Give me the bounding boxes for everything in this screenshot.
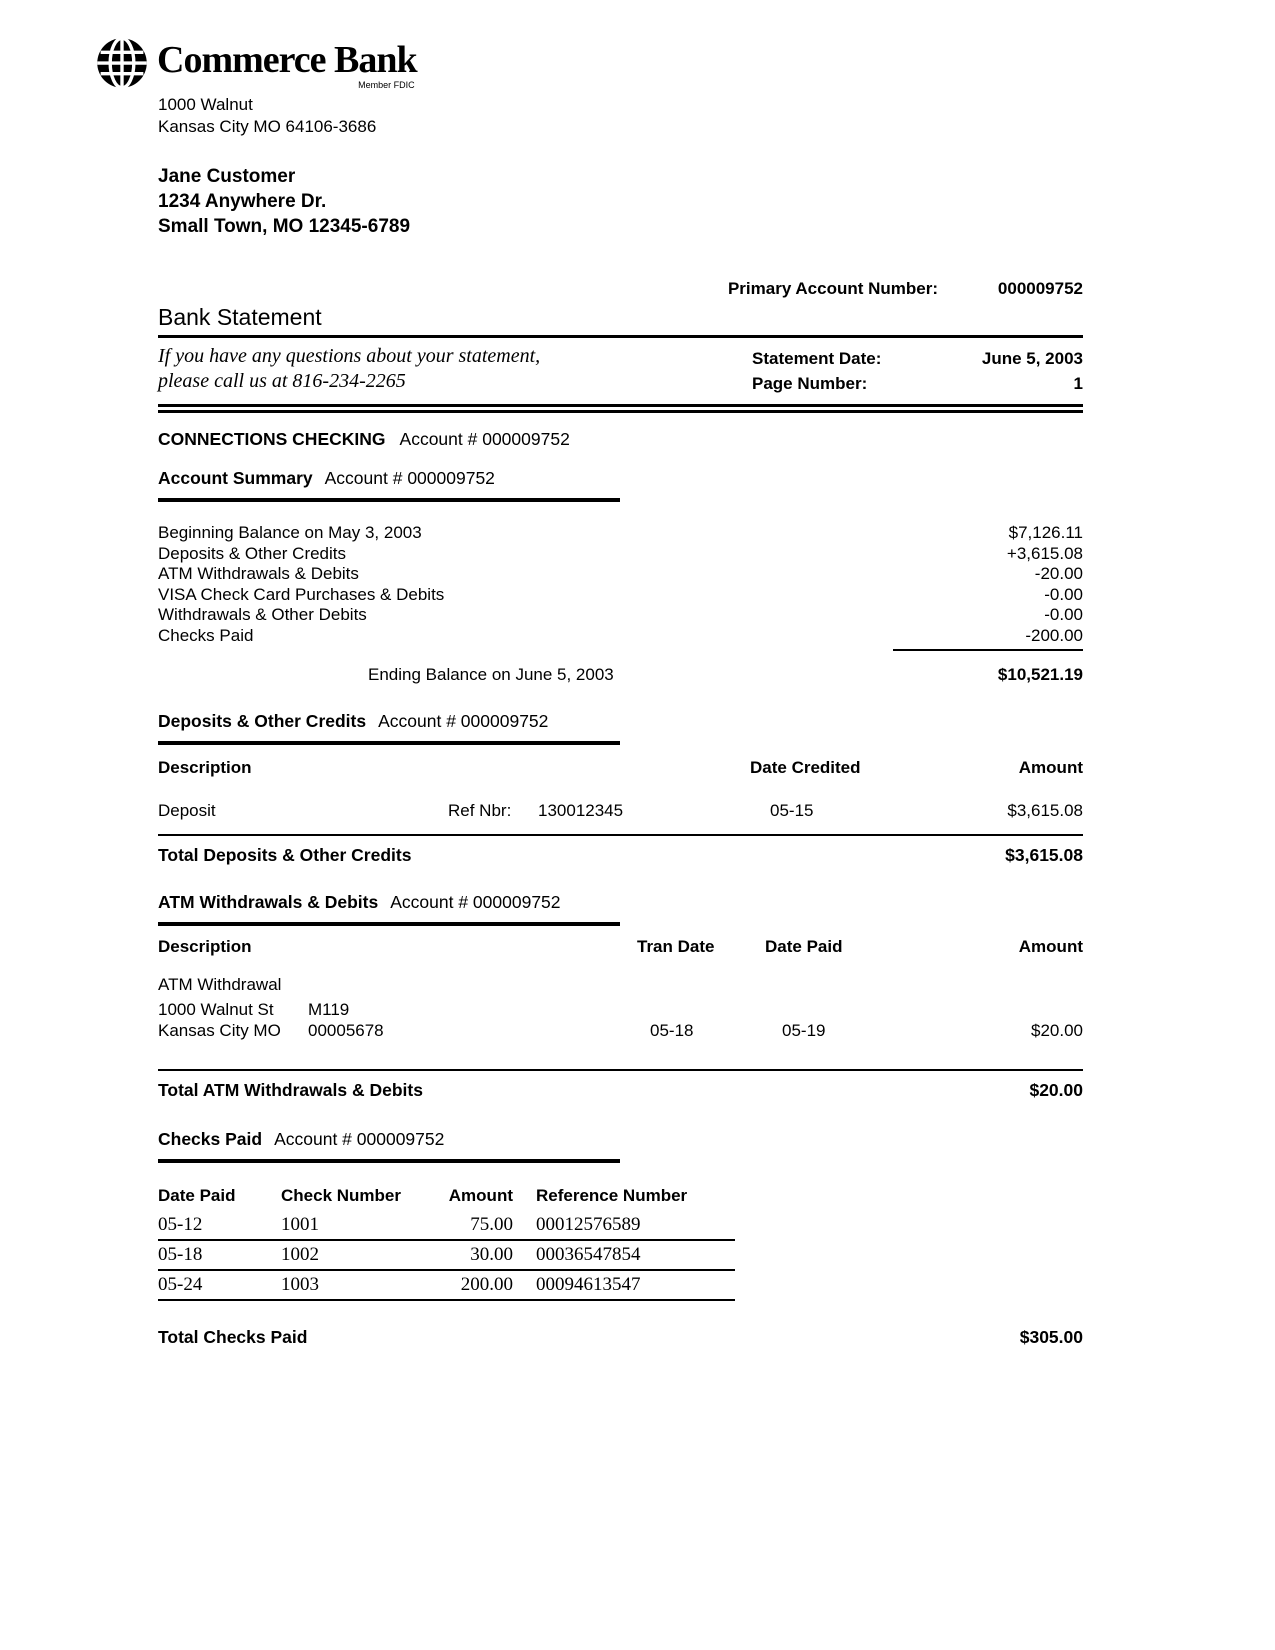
atm-location-street: 1000 Walnut St	[158, 1000, 274, 1019]
page-title: Bank Statement	[158, 304, 322, 330]
summary-label: Checks Paid	[158, 625, 254, 645]
atm-total-amount: $20.00	[1029, 1080, 1083, 1100]
deposits-col-amount: Amount	[1018, 758, 1083, 777]
section-rule	[158, 498, 620, 502]
total-rule	[158, 1069, 1083, 1071]
deposits-total-row	[158, 845, 1083, 866]
deposit-description: Deposit	[158, 801, 216, 820]
atm-col-description: Description	[158, 937, 252, 956]
bank-address-line2: Kansas City MO 64106-3686	[158, 117, 377, 136]
deposits-title: Deposits & Other Credits	[158, 711, 367, 731]
deposit-ref-number: 130012345	[538, 801, 624, 820]
total-rule	[158, 834, 1083, 836]
customer-address-line1: 1234 Anywhere Dr.	[158, 191, 327, 212]
checks-heading	[158, 1129, 1083, 1150]
account-summary-title: Account Summary	[158, 468, 313, 488]
deposit-amount: $3,615.08	[1007, 801, 1083, 820]
primary-account-label: Primary Account Number:	[727, 279, 938, 298]
statement-body	[158, 279, 1083, 1348]
checks-table	[158, 1186, 735, 1301]
bank-name: Commerce Bank	[157, 39, 417, 81]
atm-machine-id: M119	[308, 1000, 350, 1019]
check-number: 1003	[281, 1274, 319, 1295]
check-reference-number: 00012576589	[536, 1214, 641, 1235]
globe-icon	[95, 36, 149, 90]
account-type-row	[158, 429, 1083, 450]
summary-row	[158, 523, 1083, 544]
atm-amount: $20.00	[1031, 1021, 1083, 1040]
summary-amount: +3,615.08	[1006, 543, 1083, 563]
table-row	[158, 1241, 735, 1271]
summary-label: Deposits & Other Credits	[158, 543, 347, 563]
summary-row	[158, 585, 1083, 606]
summary-amount: -200.00	[1025, 625, 1083, 645]
atm-col-amount: Amount	[1018, 937, 1083, 956]
deposits-col-date-credited: Date Credited	[750, 758, 861, 777]
section-rule	[158, 741, 620, 745]
deposits-account-number: Account # 000009752	[378, 711, 549, 731]
table-row	[158, 1271, 735, 1301]
checks-title: Checks Paid	[158, 1129, 263, 1149]
page-number-row	[752, 371, 1083, 396]
atm-title: ATM Withdrawals & Debits	[158, 892, 379, 912]
summary-label: Beginning Balance on May 3, 2003	[158, 523, 422, 542]
statement-date-label: Statement Date:	[752, 349, 882, 368]
atm-description: ATM Withdrawal	[158, 975, 282, 994]
summary-amount: -0.00	[1044, 605, 1083, 624]
summary-label: Withdrawals & Other Debits	[158, 605, 367, 624]
questions-note	[158, 344, 540, 396]
checks-col-reference: Reference Number	[536, 1186, 688, 1205]
customer-address-line2: Small Town, MO 12345-6789	[158, 216, 411, 237]
account-type-number: Account # 000009752	[399, 429, 570, 449]
statement-date-value: June 5, 2003	[981, 349, 1083, 368]
checks-account-number: Account # 000009752	[274, 1129, 445, 1149]
atm-row-line2	[158, 999, 1083, 1020]
summary-amount-rule	[893, 649, 1083, 651]
account-summary-heading	[158, 468, 1083, 489]
customer-address-block	[158, 164, 1275, 239]
questions-line2: please call us at 816-234-2265	[158, 370, 406, 392]
atm-terminal-number: 00005678	[308, 1021, 384, 1040]
checks-total-label: Total Checks Paid	[158, 1327, 308, 1347]
summary-amount: -20.00	[1034, 564, 1083, 583]
atm-heading	[158, 892, 1083, 913]
double-rule	[158, 404, 1083, 413]
member-fdic-label: Member FDIC	[358, 80, 415, 90]
statement-info-row	[158, 338, 1083, 396]
checks-total-row	[158, 1327, 1083, 1348]
atm-row-line1	[158, 974, 1083, 995]
atm-table-header	[158, 937, 1083, 957]
summary-label: VISA Check Card Purchases & Debits	[158, 584, 445, 604]
summary-row	[158, 544, 1083, 565]
check-number: 1001	[281, 1214, 319, 1235]
check-reference-number: 00036547854	[536, 1244, 641, 1265]
atm-col-date-paid: Date Paid	[765, 937, 843, 956]
summary-amount: -0.00	[1044, 584, 1083, 604]
deposits-table-header	[158, 758, 1083, 778]
primary-account-row	[158, 279, 1083, 299]
check-amount: 30.00	[470, 1244, 513, 1265]
checks-total-amount: $305.00	[1019, 1327, 1083, 1347]
deposit-date-credited: 05-15	[770, 801, 814, 820]
check-number: 1002	[281, 1244, 319, 1265]
atm-date-paid: 05-19	[782, 1021, 826, 1040]
statement-date-row	[752, 346, 1083, 371]
deposit-ref-label: Ref Nbr:	[448, 801, 512, 820]
check-amount: 75.00	[470, 1214, 513, 1235]
atm-total-label: Total ATM Withdrawals & Debits	[158, 1080, 423, 1100]
atm-tran-date: 05-18	[650, 1021, 694, 1040]
check-amount: 200.00	[460, 1274, 513, 1295]
account-type-label: CONNECTIONS CHECKING	[158, 429, 386, 449]
table-row	[158, 1211, 735, 1241]
questions-line1: If you have any questions about your statement,	[158, 345, 541, 367]
summary-row	[158, 564, 1083, 585]
account-summary-number: Account # 000009752	[324, 468, 495, 488]
check-date-paid: 05-12	[158, 1214, 203, 1235]
customer-name: Jane Customer	[158, 166, 296, 187]
ending-balance-row	[158, 665, 1083, 685]
check-date-paid: 05-18	[158, 1244, 203, 1265]
ending-balance-amount: $10,521.19	[997, 665, 1083, 684]
section-rule	[158, 922, 620, 926]
check-date-paid: 05-24	[158, 1274, 203, 1295]
summary-row	[158, 605, 1083, 626]
table-row	[158, 801, 1083, 821]
bank-address	[158, 94, 1275, 138]
deposits-col-description: Description	[158, 758, 252, 777]
bank-logo	[95, 36, 1275, 90]
page-number-label: Page Number:	[752, 374, 868, 393]
section-rule	[158, 1159, 620, 1163]
atm-total-row	[158, 1080, 1083, 1101]
atm-col-tran-date: Tran Date	[637, 937, 715, 956]
checks-col-date-paid: Date Paid	[158, 1186, 236, 1205]
summary-row	[158, 626, 1083, 647]
summary-amount: $7,126.11	[1008, 523, 1083, 542]
check-reference-number: 00094613547	[536, 1274, 641, 1295]
summary-rows	[158, 523, 1083, 646]
atm-row-line3	[158, 1020, 1083, 1041]
statement-meta	[752, 344, 1083, 396]
checks-col-amount: Amount	[448, 1186, 513, 1205]
atm-account-number: Account # 000009752	[390, 892, 561, 912]
checks-col-check-number: Check Number	[281, 1186, 401, 1205]
bank-address-line1: 1000 Walnut	[158, 95, 253, 114]
deposits-total-label: Total Deposits & Other Credits	[158, 845, 412, 865]
primary-account-number: 000009752	[997, 279, 1083, 298]
atm-location-city: Kansas City MO	[158, 1021, 281, 1040]
table-row	[158, 974, 1083, 1041]
summary-label: ATM Withdrawals & Debits	[158, 564, 359, 583]
deposits-heading	[158, 711, 1083, 732]
checks-table-header	[158, 1186, 735, 1211]
deposits-total-amount: $3,615.08	[1005, 845, 1083, 865]
page-number-value: 1	[1073, 374, 1083, 393]
ending-balance-label: Ending Balance on June 5, 2003	[368, 665, 614, 684]
